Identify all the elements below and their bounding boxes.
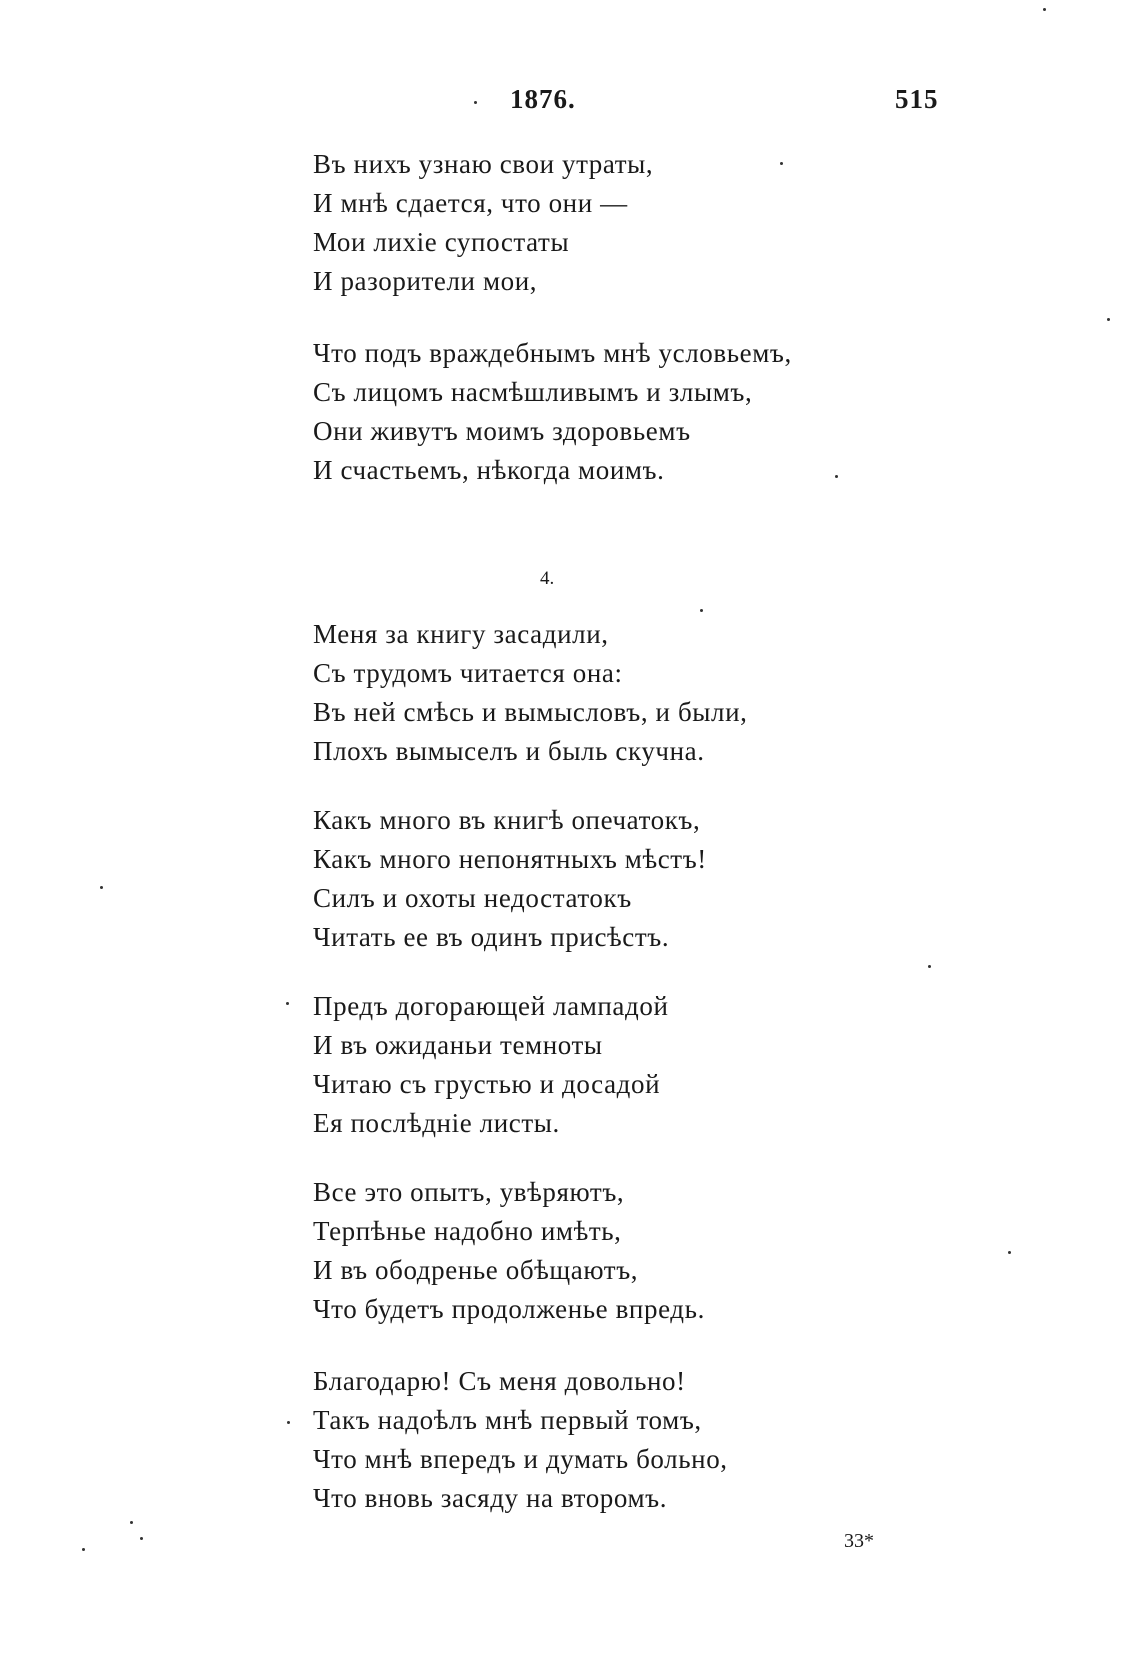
verse-line: Плохъ вымыселъ и быль скучна. bbox=[313, 736, 705, 766]
verse-line: Благодарю! Съ меня довольно! bbox=[313, 1366, 686, 1396]
scan-speck bbox=[1107, 318, 1110, 321]
verse-line: Что подъ враждебнымъ мнѣ условьемъ, bbox=[313, 338, 792, 368]
stanza bbox=[313, 334, 792, 490]
verse-line: Такъ надоѣлъ мнѣ первый томъ, bbox=[313, 1405, 702, 1435]
scan-speck bbox=[1008, 1251, 1011, 1254]
verse-line: Силъ и охоты недостатокъ bbox=[313, 883, 632, 913]
stanza bbox=[313, 801, 707, 957]
running-header-year: 1876. bbox=[510, 84, 576, 114]
verse-line: И счастьемъ, нѣкогда моимъ. bbox=[313, 455, 665, 485]
stanza bbox=[313, 145, 653, 301]
page-number: 515 bbox=[895, 84, 939, 114]
stanza bbox=[313, 1173, 705, 1329]
scan-speck bbox=[287, 1421, 290, 1424]
section-number: 4. bbox=[540, 568, 555, 589]
verse-line: Что мнѣ впередъ и думать больно, bbox=[313, 1444, 728, 1474]
scan-speck bbox=[140, 1537, 143, 1540]
scan-speck bbox=[700, 609, 703, 612]
scan-speck bbox=[100, 886, 103, 889]
verse-line: Они живутъ моимъ здоровьемъ bbox=[313, 416, 691, 446]
verse-line: Ея послѣдніе листы. bbox=[313, 1108, 560, 1138]
verse-line: И въ ожиданьи темноты bbox=[313, 1030, 603, 1060]
scan-speck bbox=[474, 101, 477, 104]
verse-line: Въ ней смѣсь и вымысловъ, и были, bbox=[313, 697, 748, 727]
stanza bbox=[313, 987, 669, 1143]
verse-line: Терпѣнье надобно имѣть, bbox=[313, 1216, 622, 1246]
stanza bbox=[313, 1362, 728, 1518]
verse-line: Какъ много непонятныхъ мѣстъ! bbox=[313, 844, 707, 874]
verse-line: Предъ догорающей лампадой bbox=[313, 991, 669, 1021]
verse-line: Въ нихъ узнаю свои утраты, bbox=[313, 149, 654, 179]
verse-line: Какъ много въ книгѣ опечатокъ, bbox=[313, 805, 701, 835]
verse-line: Все это опытъ, увѣряютъ, bbox=[313, 1177, 625, 1207]
signature-mark: 33* bbox=[844, 1530, 874, 1552]
stanza bbox=[313, 615, 748, 771]
verse-line: Читаю съ грустью и досадой bbox=[313, 1069, 661, 1099]
scan-speck bbox=[928, 965, 931, 968]
scan-speck bbox=[1043, 8, 1046, 11]
scan-speck bbox=[780, 162, 783, 165]
scan-speck bbox=[286, 1002, 289, 1005]
verse-line: И разорители мои, bbox=[313, 266, 538, 296]
scan-speck bbox=[130, 1521, 133, 1524]
verse-line: Съ лицомъ насмѣшливымъ и злымъ, bbox=[313, 377, 753, 407]
verse-line: Мои лихіе супостаты bbox=[313, 227, 570, 257]
verse-line: Съ трудомъ читается она: bbox=[313, 658, 623, 688]
verse-line: Читать ее въ одинъ присѣстъ. bbox=[313, 922, 670, 952]
scan-speck bbox=[835, 475, 838, 478]
verse-line: Что будетъ продолженье впредь. bbox=[313, 1294, 705, 1324]
verse-line: И мнѣ сдается, что они — bbox=[313, 188, 628, 218]
verse-line: И въ ободренье обѣщаютъ, bbox=[313, 1255, 639, 1285]
verse-line: Меня за книгу засадили, bbox=[313, 619, 609, 649]
scan-speck bbox=[82, 1548, 85, 1551]
verse-line: Что вновь засяду на второмъ. bbox=[313, 1483, 668, 1513]
